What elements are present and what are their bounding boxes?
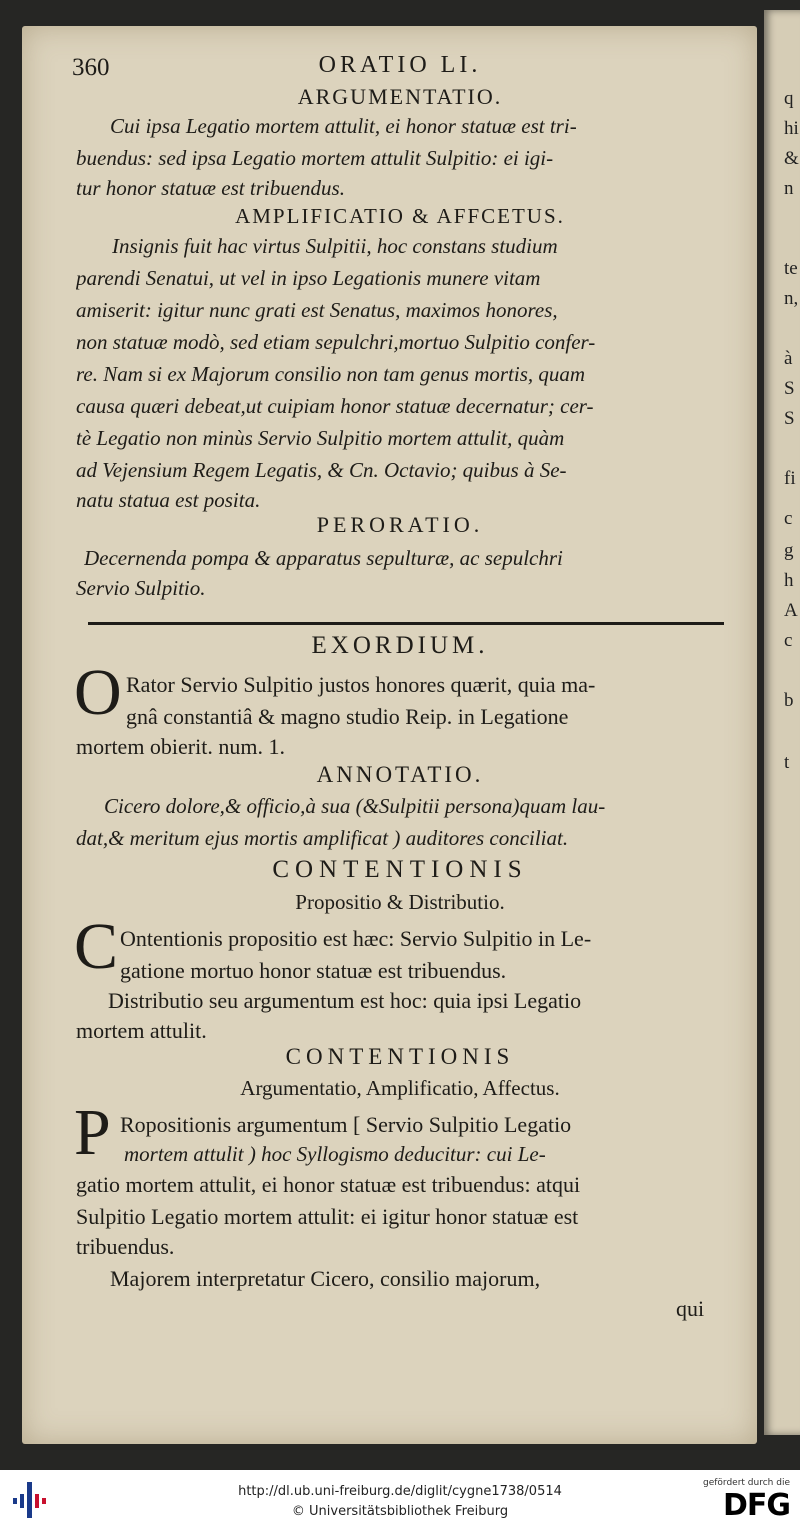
text-line: gatione mortuo honor statuæ est tribuendus. <box>120 958 507 983</box>
catchword: qui <box>676 1296 705 1321</box>
fragment: & <box>784 148 799 169</box>
propositio-subheading: Propositio & Distributio. <box>295 890 505 914</box>
text-line: tur honor statuæ est tribuendus. <box>76 176 345 200</box>
fragment: S <box>784 408 795 429</box>
text-line: re. Nam si ex Majorum consilio non tam genus mortis, quam <box>76 362 586 386</box>
fragment: S <box>784 378 795 399</box>
text-line: non statuæ modò, sed etiam sepulchri,mortuo Sulpitio confer- <box>76 330 596 354</box>
text-line: Ropositionis argumentum [ Servio Sulpitio Legatio <box>120 1112 572 1137</box>
text-line: Servio Sulpitio. <box>76 576 206 600</box>
amplificatio-heading: AMPLIFICATIO & AFFCETUS. <box>235 204 565 228</box>
drop-cap: O <box>74 656 122 729</box>
text-line: Rator Servio Sulpitio justos honores quærit, quia ma- <box>126 672 596 697</box>
text-line: Decernenda pompa & apparatus sepulturæ, ac sepulchri <box>84 546 563 570</box>
fragment: g <box>784 540 794 561</box>
fragment: n <box>784 178 794 199</box>
text-line: Majorem interpretatur Cicero, consilio majorum, <box>110 1266 541 1291</box>
contentionis-heading-2: CONTENTIONIS <box>285 1044 515 1069</box>
text-line: Distributio seu argumentum est hoc: quia ipsi Legatio <box>108 988 582 1013</box>
fragment: q <box>784 88 794 109</box>
fragment: n, <box>784 288 799 309</box>
text-line: Insignis fuit hac virtus Sulpitii, hoc constans studium <box>112 234 558 258</box>
annotatio-heading: ANNOTATIO. <box>316 762 484 787</box>
library-credit: © Universitätsbibliothek Freiburg <box>291 1504 509 1519</box>
exordium-heading: EXORDIUM. <box>311 632 489 659</box>
text-line: mortem attulit ) hoc Syllogismo deducitur: cui Le- <box>124 1142 546 1166</box>
fragment: à <box>784 348 793 369</box>
section-divider <box>88 622 724 625</box>
fragment: t <box>784 752 790 773</box>
text-line: tribuendus. <box>76 1234 175 1259</box>
text-line: causa quæri debeat,ut cuipiam honor statuæ decernatur; cer- <box>76 394 594 418</box>
text-line: mortem attulit. <box>76 1018 207 1043</box>
drop-cap: P <box>74 1096 111 1169</box>
fragment: h <box>784 570 794 591</box>
fragment: hi <box>784 118 799 139</box>
fragment: c <box>784 630 793 651</box>
peroratio-heading: PERORATIO. <box>316 512 484 537</box>
text-line: gatio mortem attulit, ei honor statuæ est tribuendus: atqui <box>76 1172 581 1197</box>
argumentatio-heading: ARGUMENTATIO. <box>297 84 503 109</box>
fragment: te <box>784 258 798 279</box>
page-number: 360 <box>72 54 110 81</box>
page-title: ORATIO LI. <box>318 52 482 78</box>
text-line: Sulpitio Legatio mortem attulit: ei igitur honor statuæ est <box>76 1204 579 1229</box>
text-line: tè Legatio non minùs Servio Sulpitio mortem attulit, quàm <box>76 426 565 450</box>
text-line: parendi Senatui, ut vel in ipso Legationis munere vitam <box>76 266 541 290</box>
text-line: gnâ constantiâ & magno studio Reip. in Legatione <box>126 704 569 729</box>
contentionis-heading: CONTENTIONIS <box>272 856 528 883</box>
dfg-logo: DFG <box>722 1488 790 1523</box>
fragment: c <box>784 508 793 529</box>
viewer-footer <box>0 1470 800 1528</box>
text-line: mortem obierit. num. 1. <box>76 734 285 759</box>
text-line: amiserit: igitur nunc grati est Senatus, maximos honores, <box>76 298 558 322</box>
fragment: fi <box>784 468 796 489</box>
text-line: Ontentionis propositio est hæc: Servio Sulpitio in Le- <box>120 926 592 951</box>
adjacent-page-edge <box>764 10 800 1435</box>
source-url[interactable]: http://dl.ub.uni-freiburg.de/diglit/cygne1738/0514 <box>238 1484 562 1499</box>
fragment: A <box>784 600 798 621</box>
text-line: ad Vejensium Regem Legatis, & Cn. Octavio; quibus à Se- <box>76 458 567 482</box>
drop-cap: C <box>74 910 119 983</box>
fragment: b <box>784 690 794 711</box>
text-line: natu statua est posita. <box>76 488 261 512</box>
text-line: Cicero dolore,& officio,à sua (&Sulpitii persona)quam lau- <box>104 794 606 818</box>
argumentatio-subheading: Argumentatio, Amplificatio, Affectus. <box>240 1076 560 1100</box>
text-line: buendus: sed ipsa Legatio mortem attulit Sulpitio: ei igi- <box>76 146 554 170</box>
text-line: dat,& meritum ejus mortis amplificat ) auditores conciliat. <box>76 826 569 850</box>
text-line: Cui ipsa Legatio mortem attulit, ei honor statuæ est tri- <box>110 114 577 138</box>
sponsor-label: gefördert durch die <box>703 1478 790 1488</box>
